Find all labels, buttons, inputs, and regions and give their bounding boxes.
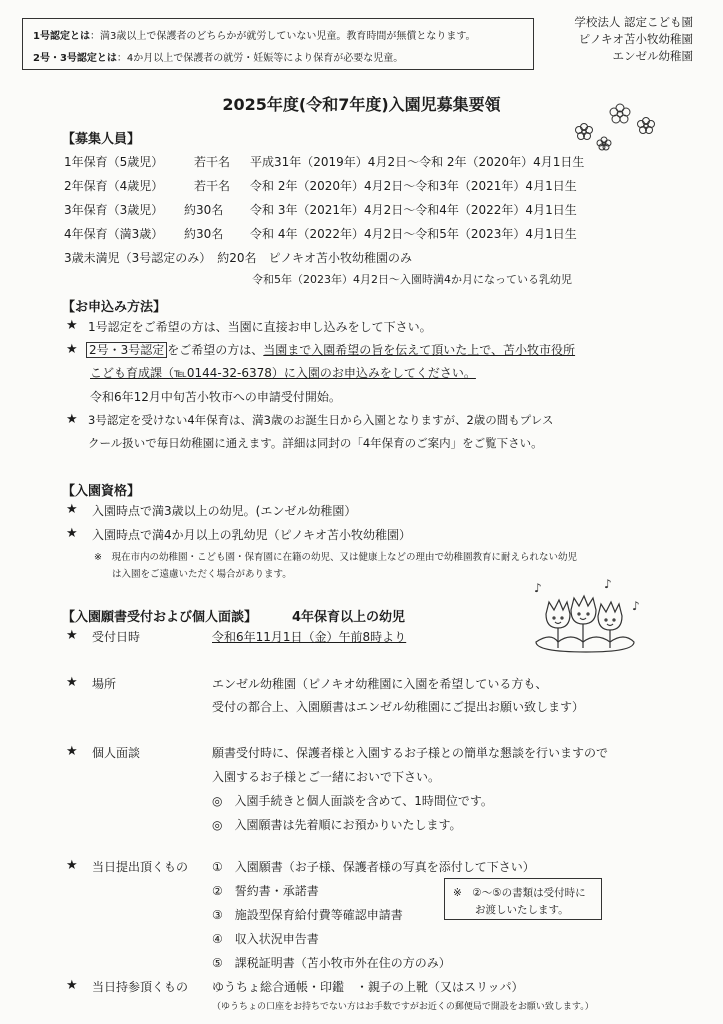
submit-item: ⑤ 課税証明書（苫小牧市外在住の方のみ）	[212, 956, 451, 970]
recruit-count: 若干名	[194, 179, 231, 193]
recruit-period: 平成31年（2019年）4月2日～令和 2年（2020年）4月1日生	[250, 155, 585, 169]
eligibility-note: ※ 現在市内の幼稚園・こども園・保育園に在籍の幼児、又は健康上などの理由で幼稚園教育に耐えられない幼児	[94, 552, 577, 563]
star-icon: ★	[66, 318, 78, 333]
recruit-count: 若干名	[194, 155, 231, 169]
eligibility-note-cont: は入園をご遠慮いただく場合があります。	[112, 569, 292, 580]
eligibility-heading: 【入園資格】	[62, 484, 141, 499]
apply-item-3: 3号認定を受けない4年保育は、満3歳のお誕生日から入園となりますが、2歳の間もプレス	[88, 413, 554, 427]
star-icon: ★	[66, 675, 78, 690]
apply-item-2: 2号・3号認定 をご希望の方は、当園まで入園希望の旨を伝えて頂いた上で、苫小牧市役所	[86, 341, 575, 358]
reception-place-label: 場所	[92, 677, 117, 691]
recruit-count: 約30名	[184, 227, 224, 241]
recruit-row: 4年保育（満3歳）	[64, 227, 164, 241]
star-icon: ★	[66, 526, 78, 541]
star-icon: ★	[66, 628, 78, 643]
recruit-under3: 3歳未満児（3号認定のみ） 約20名 ピノキオ苫小牧幼稚園のみ	[64, 251, 412, 265]
reception-heading: 【入園願書受付および個人面談】	[62, 610, 258, 625]
recruit-heading: 【募集人員】	[62, 132, 141, 147]
bring-items: ゆうちょ総合通帳・印鑑 ・親子の上靴（又はスリッパ）	[212, 980, 524, 994]
star-icon: ★	[66, 412, 78, 427]
apply-item-2-schedule: 令和6年12月中旬苫小牧市への申請受付開始。	[90, 390, 341, 404]
type23-definition: 2号・3号認定とは：4か月以上で保護者の就労・妊娠等により保育が必要な児童。	[33, 53, 404, 64]
reception-date-value: 令和6年11月1日（金）午前8時より	[212, 630, 407, 644]
recruit-under3-period: 令和5年（2023年）4月2日～入園時満4か月になっている乳幼児	[252, 273, 572, 286]
recruit-row: 3年保育（3歳児）	[64, 203, 164, 217]
star-icon: ★	[66, 858, 78, 873]
recruit-row: 2年保育（4歳児）	[64, 179, 164, 193]
interview-text: 願書受付時に、保護者様と入園するお子様との簡単な懇談を行いますので	[212, 746, 609, 760]
svg-text:♪: ♪	[604, 577, 612, 591]
page-title: 2025年度(令和7年度)入園児募集要領	[222, 95, 501, 114]
interview-note: ◎ 入園願書は先着順にお預かりいたします。	[212, 818, 462, 832]
interview-label: 個人面談	[92, 746, 141, 760]
submit-item: ③ 施設型保育給付費等確認申請書	[212, 908, 403, 922]
submit-item: ② 誓約書・承諾書	[212, 884, 319, 898]
recruit-period: 令和 3年（2021年）4月2日～令和4年（2022年）4月1日生	[250, 203, 577, 217]
star-icon: ★	[66, 342, 78, 357]
recruit-period: 令和 4年（2022年）4月2日～令和5年（2023年）4月1日生	[250, 227, 577, 241]
star-icon: ★	[66, 502, 78, 517]
apply-item-2-contact: こども育成課（℡0144-32-6378）に入園のお申込みをしてください。	[90, 366, 476, 380]
apply-item-1: 1号認定をご希望の方は、当園に直接お申し込みをして下さい。	[88, 320, 432, 334]
definitions-box	[22, 18, 534, 70]
submit-label: 当日提出頂くもの	[92, 860, 189, 874]
reception-subheading: 4年保育以上の幼児	[292, 610, 406, 625]
recruit-period: 令和 2年（2020年）4月2日～令和3年（2021年）4月1日生	[250, 179, 577, 193]
star-icon: ★	[66, 744, 78, 759]
interview-note: ◎ 入園手続きと個人面談を含めて、1時間位です。	[212, 794, 493, 808]
submit-item: ① 入園願書（お子様、保護者様の写真を添付して下さい）	[212, 860, 535, 874]
reception-place: エンゼル幼稚園（ピノキオ幼稚園に入園を希望している方も、	[212, 677, 548, 691]
reception-date-label: 受付日時	[92, 630, 141, 644]
recruit-row: 1年保育（5歳児）	[64, 155, 164, 169]
apply-item-3-cont: クール扱いで毎日幼稚園に通えます。詳細は同封の「4年保育のご案内」をご覧下さい。	[88, 436, 543, 450]
eligibility-item-1: 入園時点で満3歳以上の幼児。(エンゼル幼稚園）	[92, 504, 357, 518]
svg-text:♪: ♪	[534, 581, 542, 595]
bring-label: 当日持参頂くもの	[92, 980, 189, 994]
interview-text-cont: 入園するお子様とご一緒においで下さい。	[212, 770, 441, 784]
svg-text:♪: ♪	[632, 599, 640, 613]
apply-heading: 【お申込み方法】	[62, 300, 167, 315]
type1-definition: 1号認定とは：満3歳以上で保護者のどちらかが就労していない児童。教育時間が無償となります。	[33, 31, 476, 42]
eligibility-item-2: 入園時点で満4か月以上の乳幼児（ピノキオ苫小牧幼稚園）	[92, 528, 412, 542]
organization-name: 学校法人 認定こども園 ピノキオ苫小牧幼稚園 エンゼル幼稚園	[574, 15, 693, 63]
bring-note: （ゆうちょの口座をお持ちでない方はお手数ですがお近くの郵便局で開設をお願い致します。）	[212, 1002, 594, 1012]
submit-note-box: ※ ②～⑤の書類は受付時に お渡しいたします。	[444, 878, 602, 920]
submit-item: ④ 収入状況申告書	[212, 932, 319, 946]
star-icon: ★	[66, 978, 78, 993]
recruit-count: 約30名	[184, 203, 224, 217]
tulips-illustration	[516, 572, 656, 656]
reception-place-cont: 受付の都合上、入園願書はエンゼル幼稚園にご提出お願い致します）	[212, 700, 585, 714]
